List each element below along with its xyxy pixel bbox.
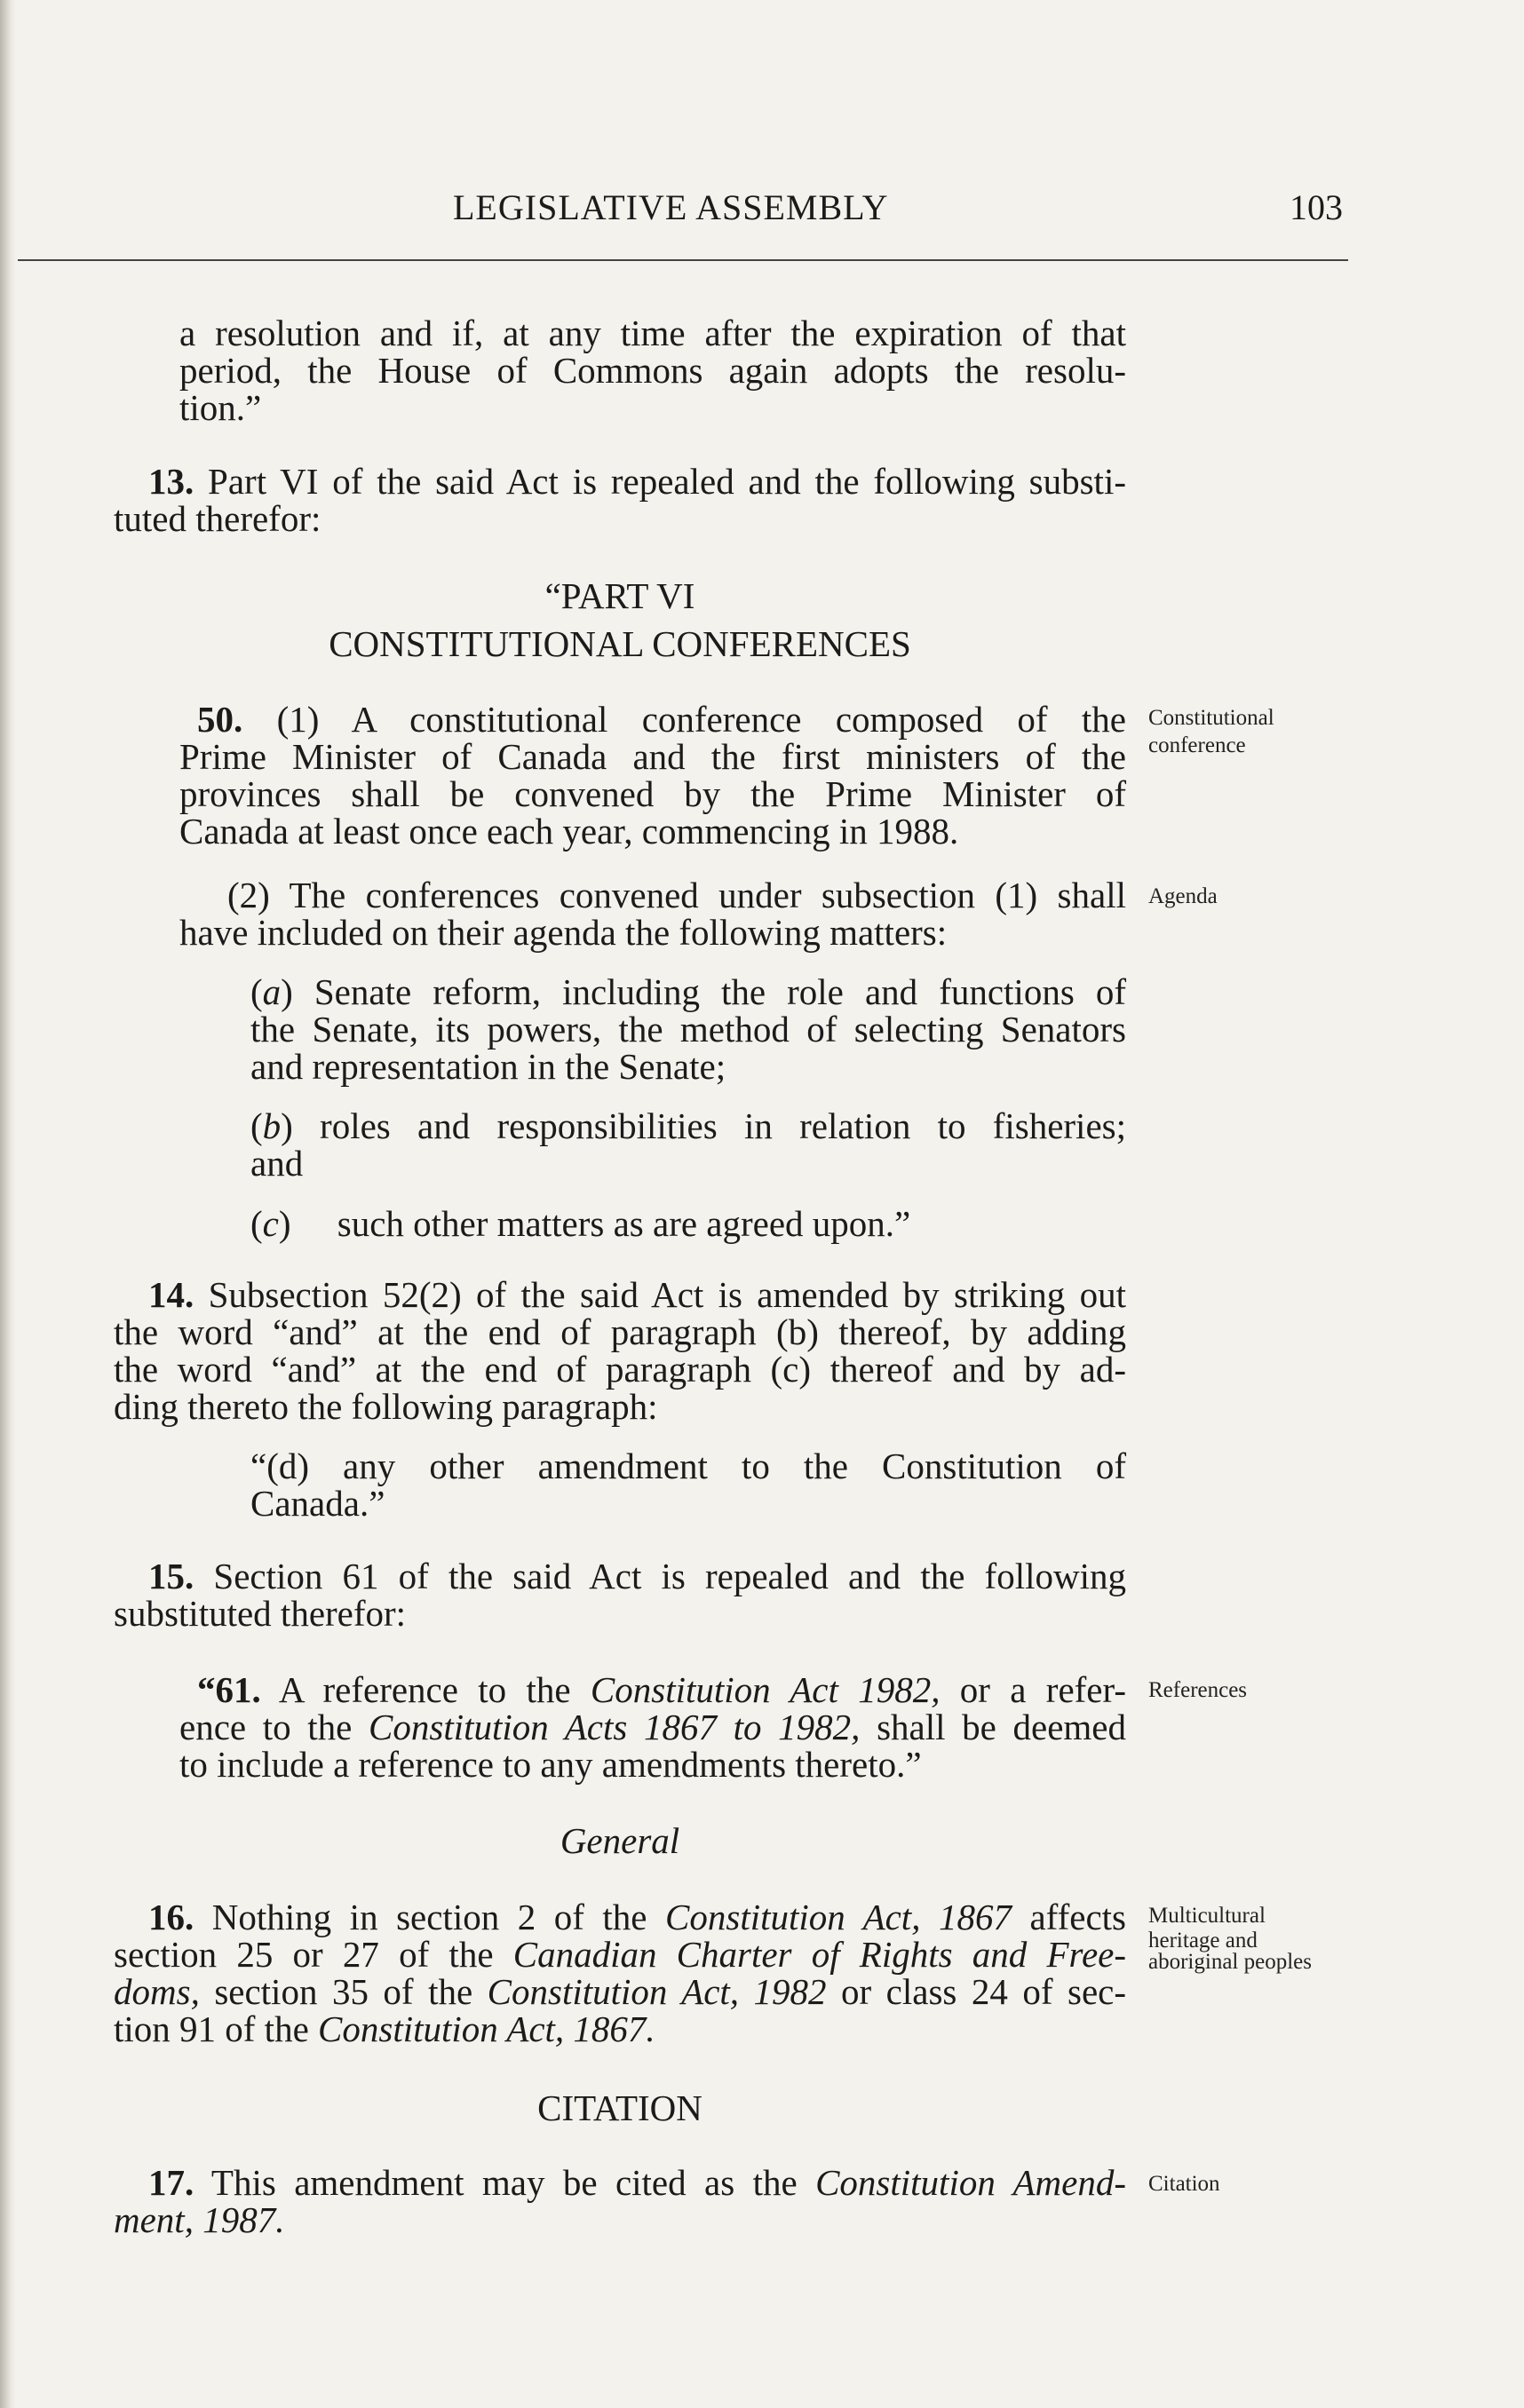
- paragraph-a-line-3: and representation in the Senate;: [250, 1046, 726, 1087]
- general-heading: General: [560, 1820, 680, 1861]
- section-15-text: Section 61 of the said Act is repealed and the following: [194, 1556, 1126, 1596]
- section-14-line-1: [148, 1276, 1126, 1313]
- paragraph-b-line-2: and: [250, 1143, 304, 1184]
- section-16-line-1: [148, 1898, 1126, 1936]
- section-61-title-ref: Constitution Act 1982,: [590, 1669, 941, 1710]
- paragraph-a-line-1: [250, 973, 1126, 1010]
- section-16-line-3: [114, 1973, 1126, 2010]
- header-rule: [18, 259, 1348, 261]
- section-16-title-ref-2: Canadian Charter of Rights and Free-: [512, 1934, 1126, 1975]
- paragraph-b-text: roles and responsibilities in relation to fisheries;: [292, 1105, 1126, 1146]
- section-61-text-b: or a refer-: [940, 1669, 1126, 1710]
- paragraph-a-line-2: the Senate, its powers, the method of selecting Senators: [250, 1009, 1126, 1050]
- section-61-text-d: shall be deemed: [860, 1707, 1127, 1747]
- paragraph-a-text: Senate reform, including the role and functions of: [292, 971, 1126, 1012]
- section-13-number: 13.: [148, 461, 194, 502]
- section-13-line-1: [148, 463, 1126, 500]
- running-header-title: LEGISLATIVE ASSEMBLY: [453, 187, 889, 227]
- margin-note-conference: conference: [1148, 733, 1246, 757]
- section-17-line-2: ment, 1987.: [114, 2199, 285, 2240]
- continuation-line-1: a resolution and if, at any time after the expiration of that: [179, 313, 1126, 353]
- section-17-number: 17.: [148, 2162, 194, 2203]
- margin-note-aboriginal: aboriginal peoples: [1148, 1950, 1312, 1974]
- continuation-line-2: period, the House of Commons again adopts the resolu-: [179, 350, 1126, 391]
- section-50-2-line-1: (2) The conferences convened under subsection (1) shall: [227, 875, 1126, 915]
- margin-note-agenda: Agenda: [1148, 884, 1218, 908]
- section-50-line-2: Prime Minister of Canada and the first ministers of the: [179, 736, 1126, 777]
- section-50-number: 50.: [197, 699, 243, 740]
- section-16-text-c: section 25 or 27 of the: [114, 1934, 513, 1975]
- section-16-line-4: [114, 2010, 655, 2048]
- section-61-text-a: A reference to the: [260, 1669, 591, 1710]
- section-15-number: 15.: [148, 1556, 194, 1596]
- section-61-text-c: ence to the: [179, 1707, 369, 1747]
- continuation-line-3: tion.”: [179, 387, 262, 428]
- section-16-number: 16.: [148, 1897, 194, 1937]
- paragraph-c-text: such other matters as are agreed upon.”: [328, 1203, 911, 1244]
- section-17-text-a: This amendment may be cited as the: [194, 2162, 816, 2203]
- paragraph-c-label: (c): [250, 1203, 291, 1244]
- margin-note-citation: Citation: [1148, 2172, 1220, 2196]
- section-16-title-ref-3: doms,: [114, 1971, 200, 2012]
- part-title: “PART VI: [544, 575, 695, 616]
- section-15-line-1: [148, 1557, 1126, 1595]
- section-16-line-2: [114, 1936, 1126, 1973]
- paragraph-d-line-1: “(d) any other amendment to the Constitution of: [250, 1446, 1126, 1486]
- section-17-title-ref-1: Constitution Amend-: [815, 2162, 1126, 2203]
- paragraph-c-line-1: [250, 1205, 910, 1242]
- section-50-line-1: [197, 701, 1126, 738]
- section-16-title-ref-5: Constitution Act, 1867.: [318, 2008, 655, 2049]
- paragraph-a-label: (a): [250, 971, 293, 1012]
- section-14-line-4: ding thereto the following paragraph:: [114, 1386, 658, 1427]
- paragraph-b-line-1: [250, 1107, 1126, 1145]
- section-17-line-1: [148, 2164, 1126, 2201]
- margin-note-references: References: [1148, 1678, 1248, 1702]
- part-subtitle: CONSTITUTIONAL CONFERENCES: [329, 623, 911, 664]
- margin-note-constitutional: Constitutional: [1148, 706, 1274, 730]
- section-61-title-ref-2: Constitution Acts 1867 to 1982,: [369, 1707, 861, 1747]
- section-61-line-1: [197, 1671, 1126, 1708]
- section-50-line-3: provinces shall be convened by the Prime Minister of: [179, 773, 1126, 814]
- section-61-number: “61.: [197, 1669, 261, 1710]
- section-13-text: Part VI of the said Act is repealed and the following substi-: [194, 461, 1126, 502]
- section-14-text: Subsection 52(2) of the said Act is amended by striking out: [194, 1274, 1126, 1315]
- section-16-text-f: tion 91 of the: [114, 2008, 319, 2049]
- page-number: 103: [1290, 187, 1343, 227]
- section-14-line-2: the word “and” at the end of paragraph (b) thereof, by adding: [114, 1311, 1126, 1352]
- section-16-text-a: Nothing in section 2 of the: [194, 1897, 666, 1937]
- section-50-text: (1) A constitutional conference composed of the: [242, 699, 1126, 740]
- margin-note-multicultural: Multicultural: [1148, 1904, 1266, 1928]
- section-14-line-3: the word “and” at the end of paragraph (c) thereof and by ad-: [114, 1349, 1126, 1390]
- paragraph-b-label: (b): [250, 1105, 293, 1146]
- paragraph-d-line-2: Canada.”: [250, 1483, 385, 1524]
- section-50-2-line-2: have included on their agenda the following matters:: [179, 912, 948, 953]
- section-16-text-b: affects: [1011, 1897, 1126, 1937]
- citation-heading: CITATION: [537, 2087, 702, 2128]
- section-16-text-e: or class 24 of sec-: [826, 1971, 1126, 2012]
- section-16-text-d: section 35 of the: [199, 1971, 488, 2012]
- section-61-line-2: [179, 1708, 1126, 1746]
- section-61-line-3: to include a reference to any amendments thereto.”: [179, 1744, 922, 1785]
- section-14-number: 14.: [148, 1274, 194, 1315]
- page-edge-shadow: [0, 0, 16, 2408]
- section-50-line-4: Canada at least once each year, commencing in 1988.: [179, 811, 959, 852]
- margin-note-heritage: heritage and: [1148, 1929, 1258, 1953]
- section-15-line-2: substituted therefor:: [114, 1593, 407, 1634]
- section-13-line-2: tuted therefor:: [114, 498, 321, 539]
- section-16-title-ref-1: Constitution Act, 1867: [665, 1897, 1012, 1937]
- section-16-title-ref-4: Constitution Act, 1982: [487, 1971, 827, 2012]
